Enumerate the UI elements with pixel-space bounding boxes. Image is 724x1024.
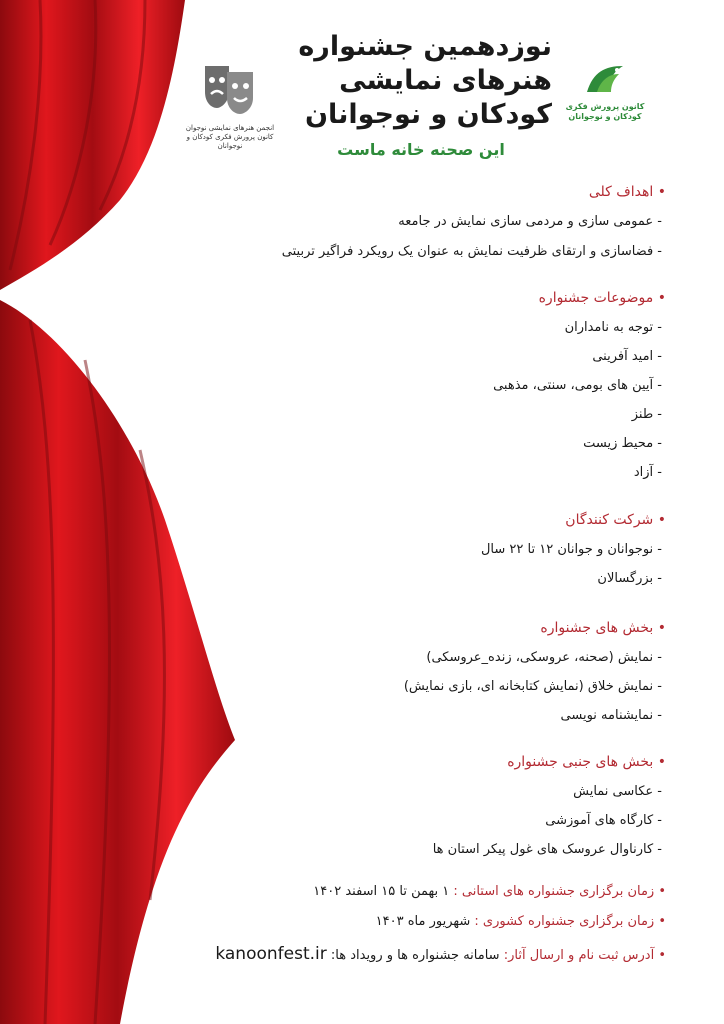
- title-line-1: نوزدهمین جشنواره: [298, 31, 552, 62]
- list-item: - کارناوال عروسک های غول پیکر استان ها: [432, 842, 662, 857]
- list-item: - توجه به نامداران: [564, 320, 662, 335]
- list-item: - عمومی سازی و مردمی سازی نمایش در جامعه: [398, 214, 662, 229]
- website-link[interactable]: kanoonfest.ir: [215, 944, 327, 964]
- red-curtain: [0, 0, 250, 1024]
- list-item: - نمایشنامه نویسی: [560, 708, 662, 723]
- section-heading-festival-parts: • بخش های جشنواره: [540, 620, 666, 636]
- list-item: - آزاد: [633, 465, 662, 480]
- theater-association-logo: [180, 58, 280, 151]
- section-heading-topics: • موضوعات جشنواره: [538, 290, 666, 306]
- provincial-dates: [313, 884, 666, 899]
- list-item: - کارگاه های آموزشی: [545, 813, 662, 828]
- national-dates-label: • زمان برگزاری جشنواره کشوری :: [474, 914, 666, 929]
- list-item: - آیین های بومی، سنتی، مذهبی: [493, 378, 662, 393]
- section-heading-side-parts: • بخش های جنبی جشنواره: [507, 754, 666, 770]
- registration-value: سامانه جشنواره ها و رویداد ها:: [330, 948, 500, 963]
- section-heading-participants: • شرکت کنندگان: [565, 512, 666, 528]
- list-item: - امید آفرینی: [592, 349, 662, 364]
- list-item: - فضاسازی و ارتقای ظرفیت نمایش به عنوان یک رویکرد فراگیر تربیتی: [281, 244, 662, 259]
- right-logo-caption-1: کانون پرورش فکری: [565, 102, 645, 111]
- kanoon-bird-logo-icon: [583, 62, 627, 98]
- title-line-3: کودکان و نوجوانان: [305, 99, 552, 130]
- list-item: - نوجوانان و جوانان ۱۲ تا ۲۲ سال: [480, 542, 662, 557]
- national-dates: [376, 914, 666, 929]
- national-dates-value: شهریور ماه ۱۴۰۳: [375, 914, 471, 929]
- section-heading-goals: • اهداف کلی: [588, 184, 666, 200]
- left-logo-caption-1: انجمن هنرهای نمایشی نوجوان: [185, 124, 275, 132]
- list-item: - طنز: [631, 407, 662, 422]
- left-logo-caption-2: کانون پرورش فکری کودکان و نوجوانان: [186, 133, 274, 150]
- tagline: این صحنه خانه ماست: [337, 140, 505, 159]
- provincial-dates-label: • زمان برگزاری جشنواره های استانی :: [453, 884, 666, 899]
- kanoon-logo: [560, 62, 650, 122]
- title-line-2: هنرهای نمایشی: [339, 65, 552, 96]
- right-logo-caption-2: کودکان و نوجوانان: [568, 112, 642, 121]
- list-item: - نمایش خلاق (نمایش کتابخانه ای، بازی نمایش): [403, 679, 662, 694]
- list-item: - نمایش (صحنه، عروسکی، زنده_عروسکی): [426, 650, 662, 665]
- provincial-dates-value: ۱ بهمن تا ۱۵ اسفند ۱۴۰۲: [313, 884, 450, 899]
- festival-title: [290, 30, 552, 159]
- registration-address: [215, 944, 666, 964]
- registration-label: • آدرس ثبت نام و ارسال آثار:: [503, 948, 666, 963]
- theater-masks-icon: [199, 58, 261, 120]
- list-item: - محیط زیست: [583, 436, 662, 451]
- list-item: - عکاسی نمایش: [573, 784, 662, 799]
- list-item: - بزرگسالان: [597, 571, 662, 586]
